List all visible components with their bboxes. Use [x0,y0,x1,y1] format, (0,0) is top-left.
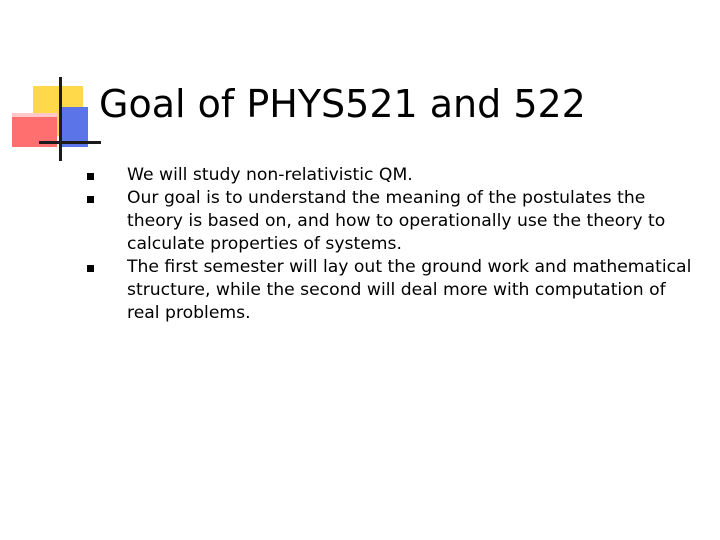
bullet-text: Our goal is to understand the meaning of the postulates the theory is based on, and how to operationally use the theory to calculate properties of systems. [127,188,666,254]
bullet-text: The first semester will lay out the ground work and mathematical structure, while the second will deal more with computation of real problems. [127,257,692,323]
bullet-item [82,256,692,325]
square-bullet-icon [87,265,94,272]
slide-title: Goal of PHYS521 and 522 [99,82,586,126]
square-bullet-icon [87,196,94,203]
bullet-item [82,164,692,187]
vertical-rule [59,77,62,161]
square-bullet-icon [87,173,94,180]
bullet-item [82,187,692,256]
bullet-list [82,164,692,325]
bullet-text: We will study non-relativistic QM. [127,165,413,185]
horizontal-rule [39,141,101,144]
